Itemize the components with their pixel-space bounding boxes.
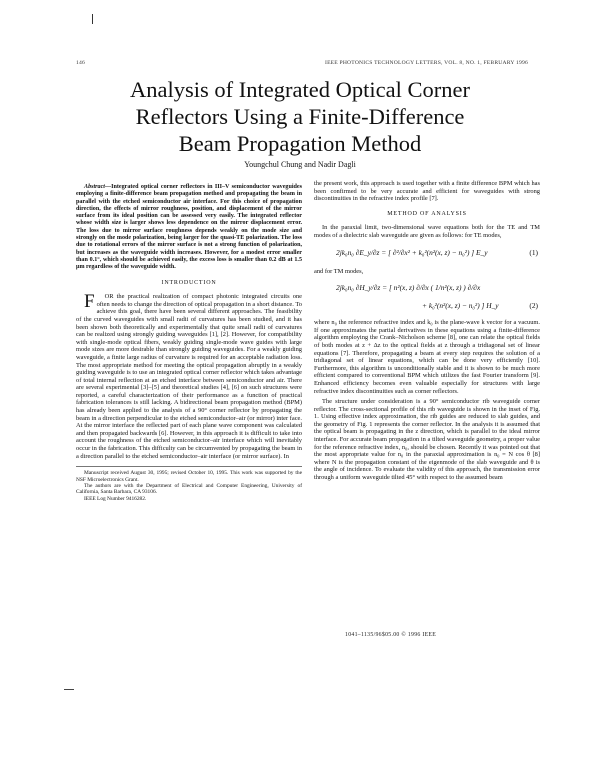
equation-1 [314, 243, 540, 265]
equation-2 [314, 278, 540, 316]
abstract-label: Abstract— [84, 184, 112, 190]
equation-expression: + k₀²(n²(x, z) − n₀²) ] H_y [422, 301, 499, 311]
footnote-line: The authors are with the Department of Electrical and Computer Engineering, University of California, Santa Barbara, CA 93106. [76, 483, 302, 496]
page-number: 146 [76, 60, 85, 66]
paper-title [60, 76, 540, 157]
abstract [76, 184, 302, 272]
section-heading-method: METHOD OF ANALYSIS [387, 210, 467, 217]
method-paragraph: where n₀ the reference refractive index and k₀ is the plane-wave k vector for a vacuum. If one approximates the partial derivatives in these equations using a finite-difference algorithm employing the Crank–Nicholson scheme [8], one can relate the optical fields of both modes at z + Δz to the optical fields at z through a tridiagonal set of linear equations [7]. Therefore, propagating a beam at every step requires the solution of a tridiagonal set of linear equations, which can be done very efficiently [10]. Furthermore, this algorithm is unconditionally stable and it is shown to be much more efficient compared to conventional BPM which utilizes the fast Fourier transform [9]. Enhanced efficiency becomes even valuable especially for structures with large refractive index discontinuities such as corner reflectors. [314, 319, 540, 395]
crop-mark [92, 14, 93, 24]
intro-text: OR the practical realization of compact photonic integrated circuits one often needs to change the direction of optical propagation in a short distance. To achieve this goal, there have been several different approaches. The feasibility of the curved waveguides with small radii of curvatures has been studied, and it has been shown both theoretically and experimentally that quite small radii of curvatures can be realized using strongly guiding waveguides [1], [2]. However, for compatibility with single-mode optical fibers, weakly guiding single-mode wave guides with large mode sizes are more desirable than strongly guiding waveguides. For a weakly guiding waveguide, a finite large radius of curvature is required for an acceptable radiation loss. The most appropriate method for meeting the optical propagation abruptly in a weakly guiding waveguide is to use an integrated optical corner reflector which takes advantage of total internal reflection at an etched interface between semiconductor and air. There are several experimental [3]–[5] and theoretical studies [4], [6] on such structures were reported, a careful characterization of their performance as a function of practical fabrication tolerances is still lacking. A bidirectional beam propagation method (BPM) has already been applied to the analysis of a 90° corner reflector by propagating the beam in a direction perpendicular to the etched semiconductor–air (or mirror) inter face. At the mirror interface the reflected part of each plane wave component was calculated and then propagated backwards [6]. However, in this approach it is difficult to take into account the roughness of the etched semiconductor–air interface which will inevitably occur in the fabrication. This difficulty can be circumvented by propagating the beam in a direction parallel to the etched semiconductor–air interface (or mirror surface). In [76, 293, 302, 460]
section-heading-introduction: INTRODUCTION [161, 279, 217, 286]
method-paragraph: and for TM modes, [314, 267, 364, 275]
intro-continuation: the present work, this approach is used together with a finite difference BPM which has been confirmed to be very accurate and efficient for waveguides with strong discontinuities in the refractive index profile [7]. [314, 180, 540, 203]
title-line: Reflectors Using a Finite-Difference [135, 104, 465, 129]
footnote [76, 466, 302, 502]
footnote-line: IEEE Log Number 9416282. [84, 495, 147, 502]
equation-number: (2) [529, 301, 538, 311]
authors: Youngchul Chung and Nadir Dagli [244, 160, 356, 169]
title-line: Analysis of Integrated Optical Corner [130, 77, 470, 102]
equation-number: (1) [529, 247, 538, 257]
copyright-line: 1041–1135/96$05.00 © 1996 IEEE [345, 632, 437, 638]
title-line: Beam Propagation Method [178, 131, 422, 156]
footnote-line: Manuscript received August 30, 1995; revised October 10, 1995. This work was supported by the NSF Microelectronics Grant. [76, 470, 302, 483]
equation-expression: 2jk₀n₀ ∂H_y/∂z = [ n²(x, z) ∂/∂x ( 1/n²(x, z) ) ∂/∂x [336, 283, 481, 293]
abstract-text: Integrated optical corner reflectors in III–V semiconductor waveguides employing a finite-difference beam propagation method and propagating the beam in parallel with the etched semiconductor air interface. For this choice of propagation direction, the effects of mirror roughness, position, and displacement of the mirror surface from its ideal position can be assessed very easily. The integrated reflector whose width size is larger shows less dependence on the mirror displacement error. The loss due to mirror surface roughness depends weakly on the mode size and strongly on the mode polarization, being larger for the quasi-TE polarization. The loss due to rotational errors of the mirror surface is not a strong function of polarization, but increases as the waveguide width increases. However, for a modest error smaller than 0.1°, which should be achieved easily, the excess loss is smaller than 0.2 dB at 1.5 μm regardless of the waveguide width. [76, 184, 302, 271]
method-paragraph: The structure under consideration is a 90° semiconductor rib waveguide corner reflector. The cross-sectional profile of this rib waveguide is shown in the inset of Fig. 1. Using effective index approximation, the rib guides are reduced to slab guides, and the geometry of Fig. 1 represents the corner reflector. In the analysis it is assumed that the optical beam is propagating in the z direction, which is parallel to the ideal mirror interface. For accurate beam propagation in a tilted waveguide geometry, a proper value for the reference refractive index, n₀, should be chosen. Recently it was pointed out that the most appropriate value for n₀ in the paraxial approximation is n₀ = N cos θ [8] where N is the propagation constant of the eigenmode of the slab waveguide and θ is the angle of incidence. To evaluate the validity of this approach, the transmission error through a uniform waveguide tilted 45° with respect to the assumed beam [314, 398, 540, 482]
right-column [314, 180, 540, 485]
left-column [76, 184, 302, 502]
drop-cap: F [84, 291, 95, 313]
journal-name: IEEE PHOTONICS TECHNOLOGY LETTERS, VOL. 8, NO. 1, FEBRUARY 1996 [325, 60, 528, 66]
crop-mark [64, 689, 74, 690]
method-paragraph: In the paraxial limit, two-dimensional wave equations both for the TE and TM modes of a dielectric slab waveguide are given as follows: for TE modes, [314, 224, 540, 239]
running-header [76, 60, 528, 70]
intro-paragraph [76, 293, 302, 460]
equation-expression: 2jk₀n₀ ∂E_y/∂z = [ ∂²/∂x² + k₀²(n²(x, z) − n₀²) ] E_y [336, 247, 488, 257]
